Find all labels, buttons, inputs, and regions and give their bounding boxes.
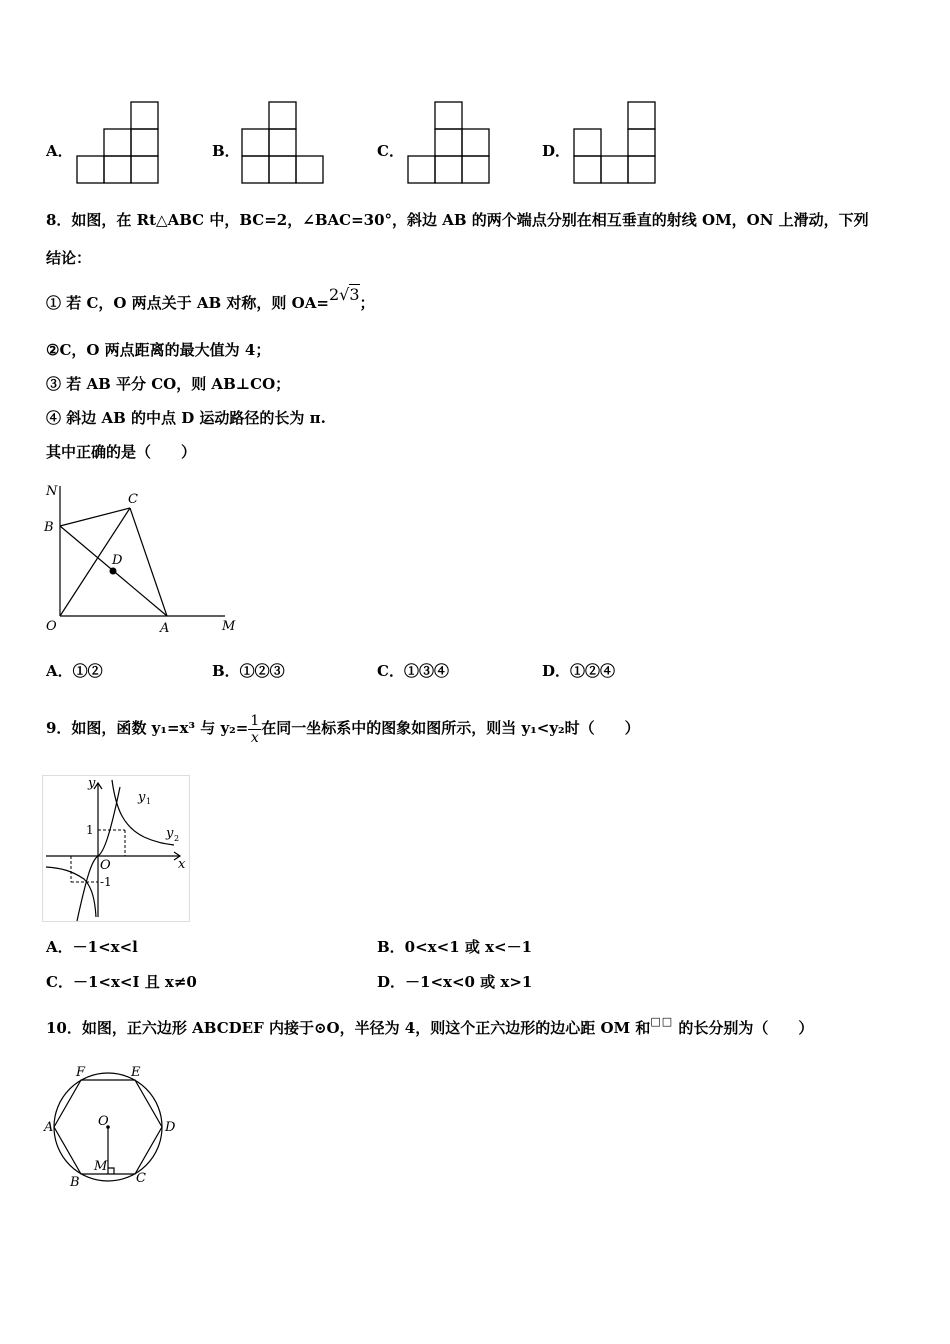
q10-stem [46,1015,814,1040]
q8-point-d [110,568,117,575]
q9-label-neg-one: -1 [100,875,112,889]
q9-label-y1-sub: 1 [146,797,152,806]
q8-figure [40,478,250,638]
q8-item-4: ④ 斜边 AB 的中点 D 运动路径的长为 π. [46,409,326,427]
q9-label-one: 1 [86,823,94,837]
q9-figure [42,775,192,925]
q9-fraction [248,713,261,746]
q8-option-d: D．①②④ [542,662,616,680]
q8-option-c: C．①③④ [377,662,449,680]
q9-option-d: D．－1<x<0 或 x>1 [377,973,533,991]
q8-label-m: M [222,619,236,634]
q7-option-b-figure [241,101,327,185]
q8-item-1-text: ① 若 C，O 两点关于 AB 对称，则 OA= [46,294,329,312]
q9-stem [46,712,640,746]
q8-ask: 其中正确的是（ ） [46,443,197,461]
q8-option-a: A．①② [46,662,103,680]
q7-option-c-figure [407,101,493,185]
q10-label-m: M [94,1159,108,1174]
q7-option-b-label: B． [212,142,240,160]
q7-option-a-label: A． [46,142,73,160]
q8-label-d: D [112,553,123,568]
q9-label-y: y [88,776,96,791]
q9-fraction-num: 1 [250,712,260,729]
q10-label-c: C [136,1171,146,1186]
q10-label-d: D [165,1120,176,1135]
q8-label-n: N [46,484,58,499]
q8-item-2: ②C，O 两点距离的最大值为 4； [46,341,271,359]
q8-label-a: A [160,621,170,636]
q9-option-a: A．－1<x<l [46,938,138,956]
q9-option-b: B．0<x<1 或 x<－1 [377,938,533,956]
q9-label-x: x [178,857,186,872]
q8-item-1-coef: 2 [328,285,340,304]
q10-stem-prefix: 10．如图，正六边形 ABCDEF 内接于⊙O，半径为 4，则这个正六边形的边心距 OM 和 [46,1019,651,1037]
q9-stem-prefix: 9．如图，函数 y₁=x³ 与 y₂= [46,719,249,737]
q10-label-a: A [44,1120,54,1135]
q9-label-y1: y [138,790,146,805]
q8-item-1-sqrt: 2√3 [328,285,360,304]
q9-label-y2-sub: 2 [174,834,180,843]
q8-label-o: O [46,619,57,634]
q7-option-d-figure [573,101,659,185]
q8-option-b: B．①②③ [212,662,285,680]
q8-item-3: ③ 若 AB 平分 CO，则 AB⊥CO； [46,375,291,393]
q8-label-c: C [128,492,138,507]
q7-option-d-label: D． [542,142,571,160]
q10-label-b: B [70,1175,80,1190]
q9-stem-suffix: 在同一坐标系中的图象如图所示，则当 y₁<y₂时（ ） [261,719,640,737]
q10-stem-suffix: 的长分别为（ ） [678,1019,814,1037]
q8-stem-line1: 8．如图，在 Rt△ABC 中，BC=2，∠BAC=30°，斜边 AB 的两个端点分别在相互垂直的射线 OM，ON 上滑动，下列 [46,211,869,229]
q10-label-e: E [131,1065,141,1080]
q7-option-a-figure [76,101,162,185]
q10-figure [40,1062,180,1192]
q7-option-c-label: C． [377,142,404,160]
q10-label-f: F [76,1065,86,1080]
q8-stem-line2: 结论： [46,249,92,267]
q9-fraction-den: x [250,729,259,746]
q10-missing-symbol: □□ [650,1015,674,1028]
q8-label-b: B [44,520,54,535]
q8-item-1-suffix: ； [359,294,375,312]
q9-option-c: C．－1<x<I 且 x≠0 [46,973,197,991]
q9-label-o: O [100,858,111,873]
q10-label-o: O [98,1114,109,1129]
q8-item-1-radicand: 3 [349,285,360,304]
q8-item-1 [46,285,375,313]
q9-label-y2: y [166,826,174,841]
